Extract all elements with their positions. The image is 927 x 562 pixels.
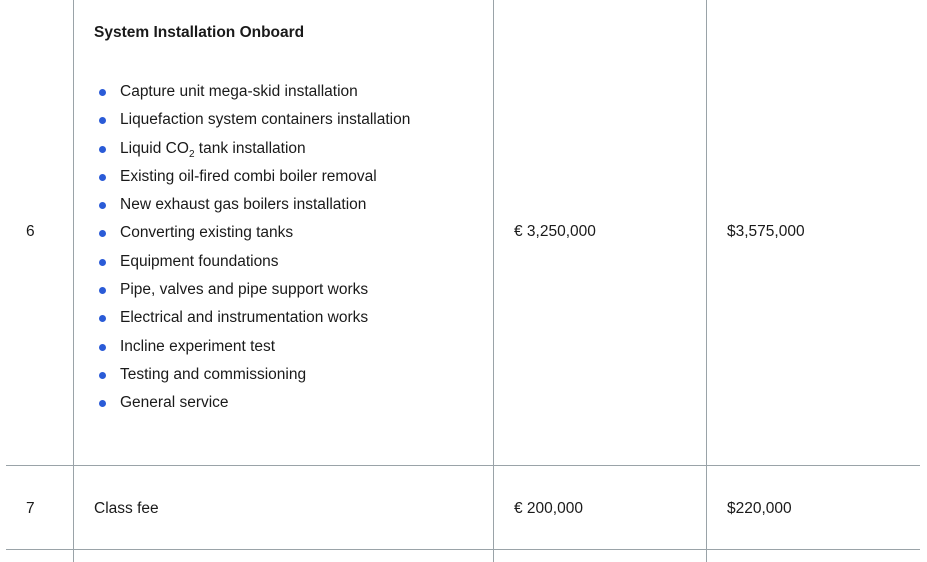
bullet-icon <box>99 372 106 379</box>
bullet-icon <box>99 202 106 209</box>
cost-eur: € 200,000 <box>514 500 583 517</box>
bullet-icon <box>99 287 106 294</box>
bullet-icon <box>99 259 106 266</box>
row-divider-2 <box>6 549 920 550</box>
cost-usd: $3,575,000 <box>727 223 805 240</box>
cost-eur: € 3,250,000 <box>514 223 596 240</box>
row-number: 6 <box>26 223 35 240</box>
bullet-icon <box>99 117 106 124</box>
list-item: Existing oil-fired combi boiler removal <box>99 165 410 193</box>
bullet-icon <box>99 344 106 351</box>
list-item: Liquid $CO_2$ tank installation <box>99 137 410 165</box>
list-item: Converting existing tanks <box>99 221 410 249</box>
list-item: Incline experiment test <box>99 335 410 363</box>
bullet-icon <box>99 146 106 153</box>
item-title: System Installation Onboard <box>94 24 305 41</box>
cost-usd: $220,000 <box>727 500 792 517</box>
row-number: 7 <box>26 500 35 517</box>
column-divider-2 <box>493 0 494 562</box>
column-divider-1 <box>73 0 74 562</box>
column-divider-3 <box>706 0 707 562</box>
list-item: Testing and commissioning <box>99 363 410 391</box>
list-item: Capture unit mega-skid installation <box>99 80 410 108</box>
scope-list <box>99 80 410 420</box>
bullet-icon <box>99 174 106 181</box>
list-item: Pipe, valves and pipe support works <box>99 278 410 306</box>
bullet-icon <box>99 89 106 96</box>
item-description: Class fee <box>94 500 159 517</box>
list-item: Equipment foundations <box>99 250 410 278</box>
bullet-icon <box>99 315 106 322</box>
bullet-icon <box>99 400 106 407</box>
list-item: New exhaust gas boilers installation <box>99 193 410 221</box>
row-divider-1 <box>6 465 920 466</box>
list-item: Electrical and instrumentation works <box>99 306 410 334</box>
bullet-icon <box>99 230 106 237</box>
list-item: Liquefaction system containers installation <box>99 108 410 136</box>
list-item: General service <box>99 391 410 419</box>
